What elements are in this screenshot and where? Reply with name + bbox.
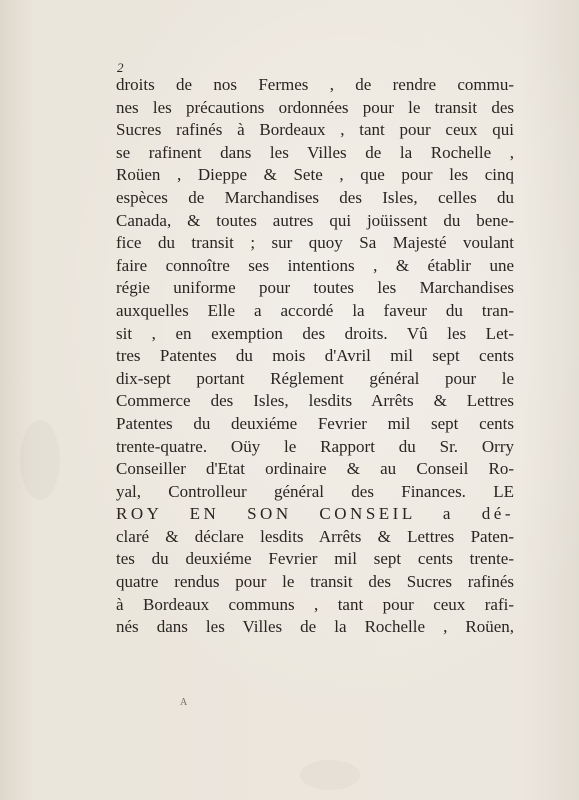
text-line: nes les précautions ordonnées pour le transit des (116, 97, 514, 117)
text-line: espèces de Marchandises des Isles, celles du (116, 187, 514, 207)
text-line: fice du transit ; sur quoy Sa Majesté voulant (116, 233, 514, 253)
text-line: Conseiller d'Etat ordinaire & au Conseil Ro- (116, 459, 514, 479)
paper-stain (300, 760, 360, 790)
paper-stain (20, 420, 60, 500)
text-line: ROY EN SON CONSEIL a dé- (116, 504, 514, 524)
text-line: tres Patentes du mois d'Avril mil sept cents (116, 346, 514, 366)
text-line: se rafinent dans les Villes de la Rochelle , (116, 142, 514, 162)
text-line: faire connoître ses intentions , & établir une (116, 255, 514, 275)
text-line: quatre rendus pour le transit des Sucres rafinés (116, 572, 514, 592)
text-line: Roüen , Dieppe & Sete , que pour les cinq (116, 165, 514, 185)
text-line: Commerce des Isles, lesdits Arrêts & Lettres (116, 391, 514, 411)
text-line: tes du deuxiéme Fevrier mil sept cents trente- (116, 549, 514, 569)
signature-mark: A (180, 697, 188, 708)
text-line: régie uniforme pour toutes les Marchandises (116, 278, 514, 298)
text-line: Sucres rafinés à Bordeaux , tant pour ceux qui (116, 120, 514, 140)
text-line: claré & déclare lesdits Arrêts & Lettres Paten- (116, 526, 514, 546)
text-line: nés dans les Villes de la Rochelle , Roüen, (116, 617, 514, 637)
text-line: Patentes du deuxiéme Fevrier mil sept cents (116, 413, 514, 433)
text-line: droits de nos Fermes , de rendre commu- (116, 75, 514, 94)
text-line: à Bordeaux communs , tant pour ceux rafi- (116, 594, 514, 614)
text-line: auxquelles Elle a accordé la faveur du tran- (116, 300, 514, 320)
text-line: sit , en exemption des droits. Vû les Let- (116, 323, 514, 343)
text-line: trente-quatre. Oüy le Rapport du Sr. Orry (116, 436, 514, 456)
text-line: yal, Controlleur général des Finances. LE (116, 481, 514, 501)
text-line: dix-sept portant Réglement général pour le (116, 368, 514, 388)
body-text (116, 74, 514, 639)
page-number: 2 (117, 60, 124, 75)
text-line: Canada, & toutes autres qui joüissent du bene- (116, 210, 514, 230)
